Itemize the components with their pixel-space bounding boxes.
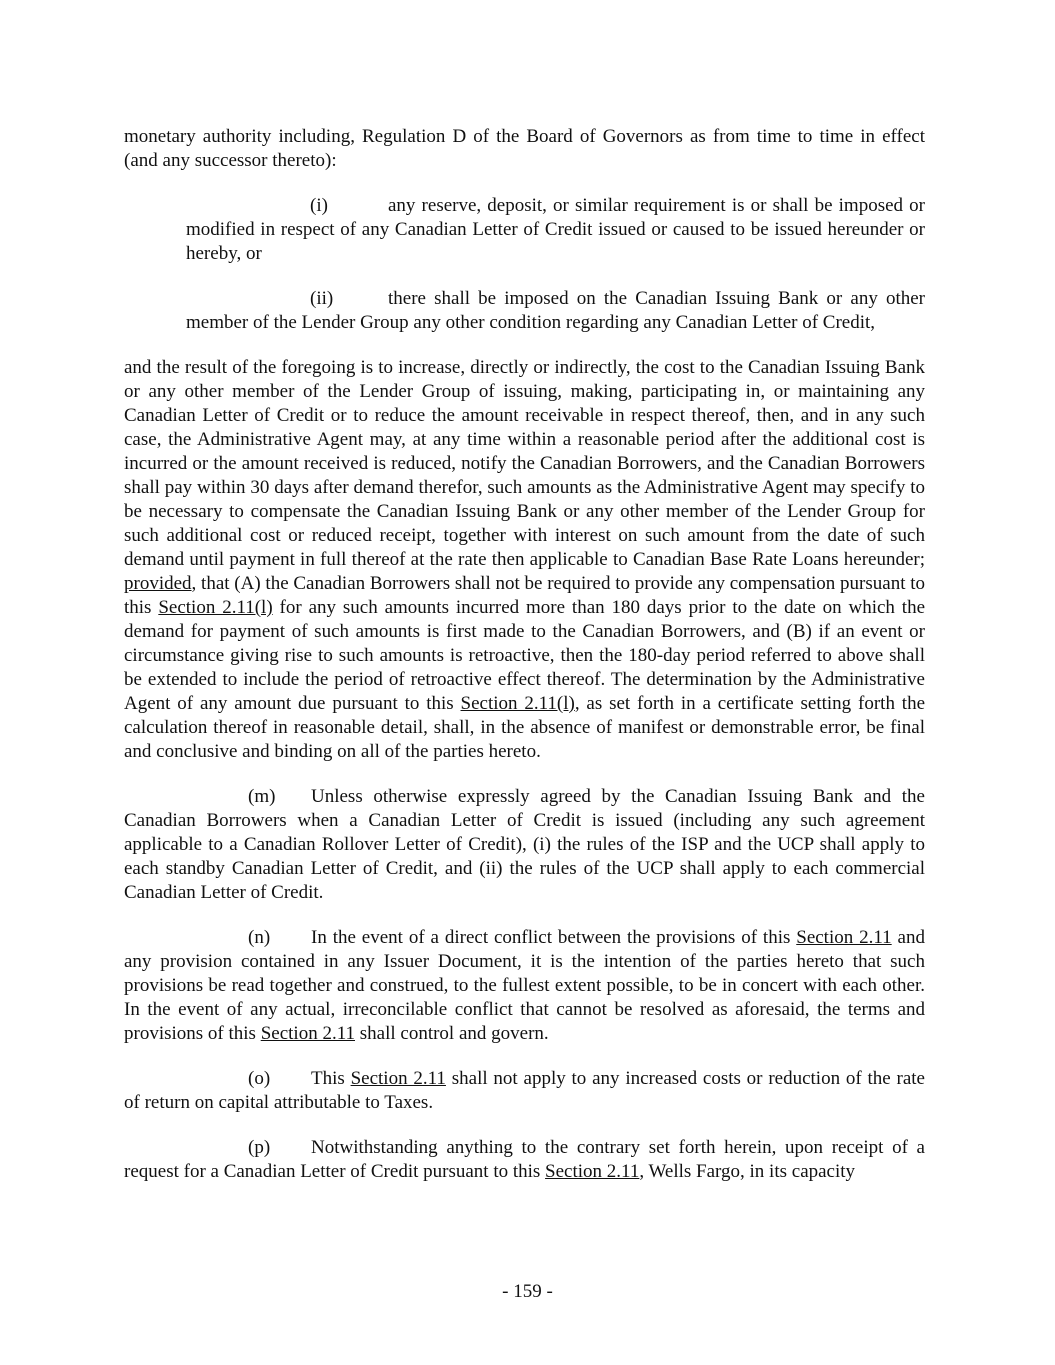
document-page (124, 125, 925, 1205)
paragraph-n: (n) In the event of a direct conflict between the provisions of this Section 2.11 and any provision contained in any Issuer Document, it is the intention of the parties hereto that such provisions be read together and construed, to the fullest extent possible, to be in concert with each other. In the event of any actual, irreconcilable conflict that cannot be resolved as aforesaid, the terms and provisions of this Section 2.11 shall control and govern. (124, 927, 925, 1044)
intro-paragraph: monetary authority including, Regulation D of the Board of Governors as from time to time in effect (and any successor thereto): (124, 126, 925, 171)
paragraph-p: (p) Notwithstanding anything to the contrary set forth herein, upon receipt of a request for a Canadian Letter of Credit pursuant to this Section 2.11, Wells Fargo, in its capacity (124, 1137, 925, 1182)
section-reference: Section 2.11 (796, 927, 892, 948)
paragraph-n-label: (n) (248, 927, 271, 948)
subclause-ii (186, 287, 925, 335)
subclause-ii-label: (ii) (310, 288, 334, 309)
subclause-i-label: (i) (310, 195, 328, 216)
subclause-ii-text: there shall be imposed on the Canadian Issuing Bank or any other member of the Lender Group any other condition regarding any Canadian Letter of Credit, (186, 288, 925, 333)
result-paragraph: and the result of the foregoing is to increase, directly or indirectly, the cost to the Canadian Issuing Bank or any other member of the Lender Group of issuing, making, participating in, or maintaining any Canadian Letter of Credit or to reduce the amount receivable in respect thereof, then, and in any such case, the Administrative Agent may, at any time within a reasonable period after the additional cost is incurred or the amount received is reduced, notify the Canadian Borrowers, and the Canadian Borrowers shall pay within 30 days after demand therefor, such amounts as the Administrative Agent may specify to be necessary to compensate the Canadian Issuing Bank or any other member of the Lender Group for such additional cost or reduced receipt, together with interest on such amount from the date of such demand until payment in full thereof at the rate then applicable to Canadian Base Rate Loans hereunder; provided, that (A) the Canadian Borrowers shall not be required to provide any compensation pursuant to this Section 2.11(l) for any such amounts incurred more than 180 days prior to the date on which the demand for payment of such amounts is first made to the Canadian Borrowers, and (B) if an event or circumstance giving rise to such amounts is retroactive, then the 180-day period referred to above shall be extended to include the period of retroactive effect thereof. The determination by the Administrative Agent of any amount due pursuant to this Section 2.11(l), as set forth in a certificate setting forth the calculation thereof in reasonable detail, shall, in the absence of manifest or demonstrable error, be final and conclusive and binding on all of the parties hereto. (124, 357, 926, 762)
paragraph-m: (m) Unless otherwise expressly agreed by the Canadian Issuing Bank and the Canadian Borrowers when a Canadian Letter of Credit is issued (including any such agreement applicable to a Canadian Rollover Letter of Credit), (i) the rules of the ISP and the UCP shall apply to each standby Canadian Letter of Credit, and (ii) the rules of the UCP shall apply to each commercial Canadian Letter of Credit. (124, 786, 925, 903)
paragraph-p-label: (p) (248, 1137, 271, 1158)
section-reference: Section 2.11(l) (460, 693, 575, 714)
paragraph-m-label: (m) (248, 786, 276, 807)
paragraph-o-label: (o) (248, 1068, 271, 1089)
section-reference: Section 2.11 (350, 1068, 446, 1089)
subclause-i-text: any reserve, deposit, or similar requirement is or shall be imposed or modified in respect of any Canadian Letter of Credit issued or caused to be issued hereunder or hereby, or (186, 195, 925, 264)
paragraph-o: (o) This Section 2.11 shall not apply to any increased costs or reduction of the rate of return on capital attributable to Taxes. (124, 1068, 925, 1113)
page-number: - 159 - (502, 1281, 553, 1302)
section-reference: Section 2.11 (260, 1023, 355, 1044)
subclause-i (186, 194, 925, 266)
section-reference: Section 2.11 (545, 1161, 640, 1182)
section-reference: Section 2.11(l) (158, 597, 273, 618)
provided-term: provided (124, 573, 192, 594)
